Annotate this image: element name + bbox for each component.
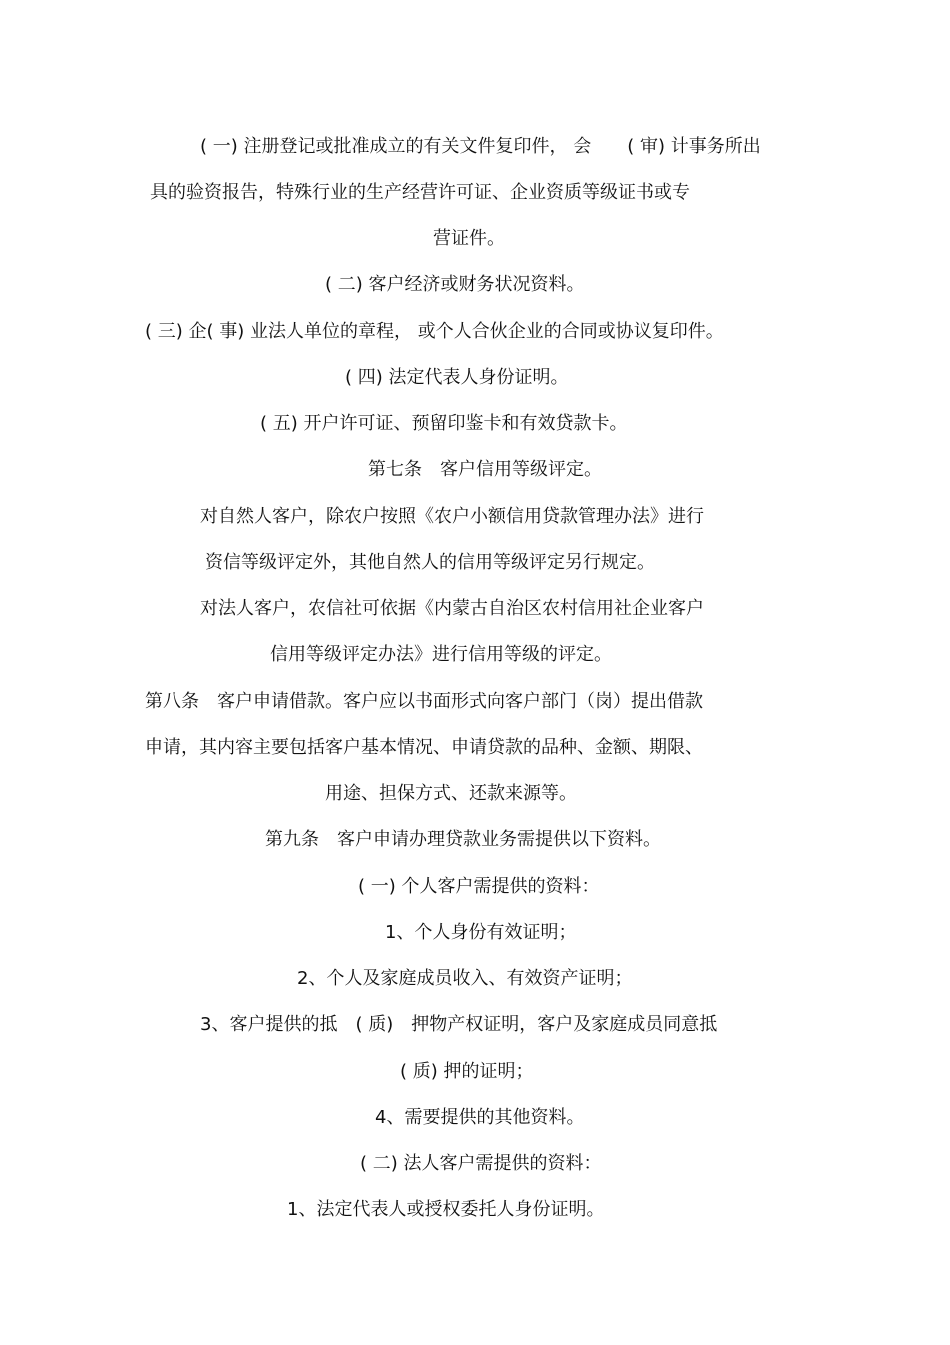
text-line-15: 用途、担保方式、还款来源等。 <box>325 783 577 804</box>
text-line-18: 1、个人身份有效证明； <box>385 922 577 943</box>
text-line-24: 1、法定代表人或授权委托人身份证明。 <box>287 1199 605 1220</box>
text-line-17: ( 一) 个人客户需提供的资料： <box>358 876 600 897</box>
text-line-9: 对自然人客户，除农户按照《农户小额信用贷款管理办法》进行 <box>200 506 704 527</box>
text-line-14: 申请，其内容主要包括客户基本情况、申请贷款的品种、金额、期限、 <box>145 737 703 758</box>
text-line-21: ( 质) 押的证明； <box>400 1061 534 1082</box>
text-line-12: 信用等级评定办法》进行信用等级的评定。 <box>270 644 612 665</box>
text-line-2: 具的验资报告，特殊行业的生产经营许可证、企业资质等级证书或专 <box>150 182 690 203</box>
text-line-10: 资信等级评定外，其他自然人的信用等级评定另行规定。 <box>205 552 655 573</box>
text-line-5: ( 三) 企( 事) 业法人单位的章程， 或个人合伙企业的合同或协议复印件。 <box>145 321 724 342</box>
text-line-20: 3、客户提供的抵 ( 质) 押物产权证明，客户及家庭成员同意抵 <box>200 1014 718 1035</box>
text-line-4: ( 二) 客户经济或财务状况资料。 <box>325 274 585 295</box>
text-line-8: 第七条 客户信用等级评定。 <box>368 459 602 480</box>
text-line-11: 对法人客户，农信社可依据《内蒙古自治区农村信用社企业客户 <box>200 598 704 619</box>
text-line-16: 第九条 客户申请办理贷款业务需提供以下资料。 <box>265 829 661 850</box>
text-line-23: ( 二) 法人客户需提供的资料： <box>360 1153 602 1174</box>
text-line-13: 第八条 客户申请借款。客户应以书面形式向客户部门（岗）提出借款 <box>145 691 703 712</box>
text-line-7: ( 五) 开户许可证、预留印鉴卡和有效贷款卡。 <box>260 413 628 434</box>
text-line-1: ( 一) 注册登记或批准成立的有关文件复印件， 会 ( 审) 计事务所出 <box>200 136 761 157</box>
text-line-22: 4、需要提供的其他资料。 <box>375 1107 585 1128</box>
text-line-6: ( 四) 法定代表人身份证明。 <box>345 367 569 388</box>
text-line-3: 营证件。 <box>433 228 505 249</box>
text-line-19: 2、个人及家庭成员收入、有效资产证明； <box>297 968 633 989</box>
